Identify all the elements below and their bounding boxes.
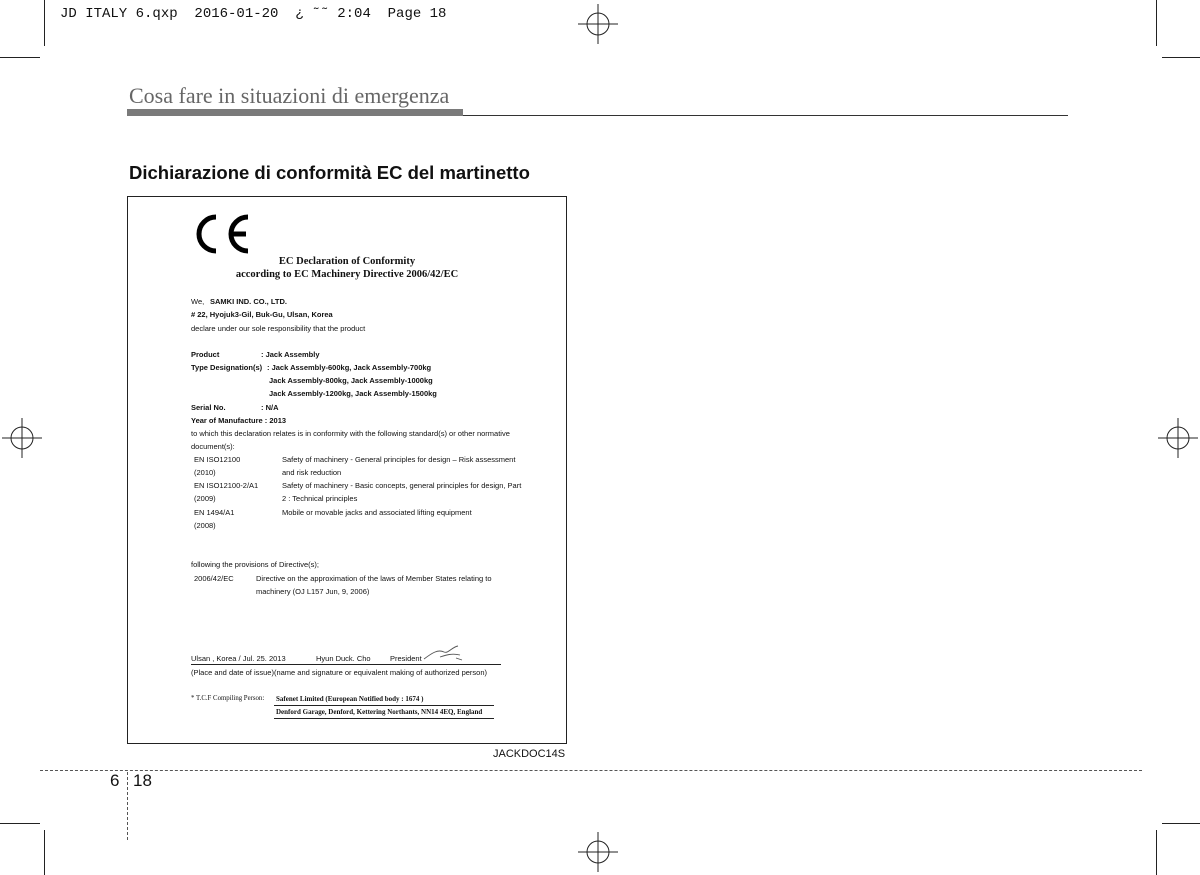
- standard-3-year: (2008): [194, 521, 216, 530]
- signature-icon: [422, 643, 466, 663]
- image-caption: JACKDOC14S: [493, 748, 566, 760]
- crop-mark-bottom-right-horizontal: [1162, 823, 1200, 824]
- serial-value: : N/A: [261, 403, 279, 412]
- standard-1-code: EN ISO12100: [194, 455, 241, 464]
- place-caption: (Place and date of issue)(name and signature or equivalent making of authorized person): [191, 668, 488, 677]
- file-slug: JD ITALY 6.qxp 2016-01-20 ¿ ˜˜ 2:04 Page 18: [60, 6, 447, 22]
- following-provisions: following the provisions of Directive(s);: [191, 560, 319, 569]
- directive-desc-2: machinery (OJ L157 Jun, 9, 2006): [256, 587, 370, 596]
- signature-rule: [191, 664, 501, 665]
- product-label: Product: [191, 350, 220, 359]
- tcf-rule-2: [274, 718, 494, 719]
- crop-mark-bottom-left-horizontal: [0, 823, 40, 824]
- standard-3-code: EN 1494/A1: [194, 508, 235, 517]
- chapter-number: 6: [110, 771, 120, 790]
- standard-3-desc-1: Mobile or movable jacks and associated lifting equipment: [282, 508, 472, 517]
- standard-2-desc-2: 2 : Technical principles: [282, 494, 358, 503]
- certificate-title-line1: EC Declaration of Conformity: [278, 256, 416, 267]
- ce-mark-icon: [190, 213, 254, 255]
- product-value: : Jack Assembly: [261, 350, 320, 359]
- certificate-frame: [127, 196, 567, 744]
- crop-mark-top-right-horizontal: [1162, 57, 1200, 58]
- crop-mark-top-left-horizontal: [0, 57, 40, 58]
- header-rule-thin: [463, 115, 1068, 116]
- registration-mark-bottom-icon: [578, 832, 618, 872]
- standard-2-year: (2009): [194, 494, 216, 503]
- declaration-statement: declare under our sole responsibility that the product: [191, 324, 366, 333]
- tcf-label: * T.C.F Compiling Person:: [191, 695, 265, 702]
- type-line-3: Jack Assembly-1200kg, Jack Assembly-1500kg: [269, 389, 437, 398]
- footer-divider: [127, 772, 128, 840]
- section-title: Cosa fare in situazioni di emergenza: [129, 83, 450, 108]
- type-line-1: : Jack Assembly-600kg, Jack Assembly-700kg: [267, 363, 432, 372]
- registration-mark-left-icon: [2, 418, 42, 458]
- place-date: Ulsan , Korea / Jul. 25. 2013: [191, 654, 286, 663]
- crop-mark-top-right-vertical: [1156, 0, 1157, 46]
- registration-mark-top-icon: [578, 4, 618, 44]
- directive-desc-1: Directive on the approximation of the laws of Member States relating to: [256, 574, 492, 583]
- standard-2-code: EN ISO12100-2/A1: [194, 481, 259, 490]
- standard-1-desc-1: Safety of machinery - General principles for design – Risk assessment: [282, 455, 516, 464]
- crop-mark-bottom-right-vertical: [1156, 830, 1157, 875]
- type-label: Type Designation(s): [191, 363, 263, 372]
- page-heading: Dichiarazione di conformità EC del martinetto: [129, 162, 530, 183]
- company-name: SAMKI IND. CO., LTD.: [210, 297, 287, 306]
- tcf-company: Safenet Limited (European Notified body : 1674 ): [276, 695, 424, 703]
- type-line-2: Jack Assembly-800kg, Jack Assembly-1000kg: [269, 376, 433, 385]
- standard-1-desc-2: and risk reduction: [282, 468, 342, 477]
- page-number: 18: [133, 771, 152, 790]
- standard-1-year: (2010): [194, 468, 216, 477]
- footer-dashed-rule: [40, 770, 1142, 771]
- standard-2-desc-1: Safety of machinery - Basic concepts, general principles for design, Part: [282, 481, 522, 490]
- company-address: # 22, Hyojuk3-Gil, Buk-Gu, Ulsan, Korea: [191, 310, 333, 319]
- directive-code: 2006/42/EC: [194, 574, 234, 583]
- serial-label: Serial No.: [191, 403, 226, 412]
- signer-name: Hyun Duck. Cho: [316, 654, 371, 663]
- signer-title: President: [390, 654, 422, 663]
- we-label: We,: [191, 297, 205, 306]
- conformity-line-1: to which this declaration relates is in conformity with the following standard(s) or other normative: [191, 429, 510, 438]
- crop-mark-bottom-left-vertical: [44, 830, 45, 875]
- header-rule-thick: [127, 109, 463, 116]
- crop-mark-top-left-vertical: [44, 0, 45, 46]
- year-of-manufacture: Year of Manufacture : 2013: [191, 416, 287, 425]
- tcf-address: Denford Garage, Denford, Kettering Northants, NN14 4EQ, England: [276, 708, 483, 716]
- certificate-title-line2: according to EC Machinery Directive 2006/42/EC: [235, 269, 459, 280]
- tcf-rule-1: [274, 705, 494, 706]
- conformity-line-2: document(s):: [191, 442, 235, 451]
- registration-mark-right-icon: [1158, 418, 1198, 458]
